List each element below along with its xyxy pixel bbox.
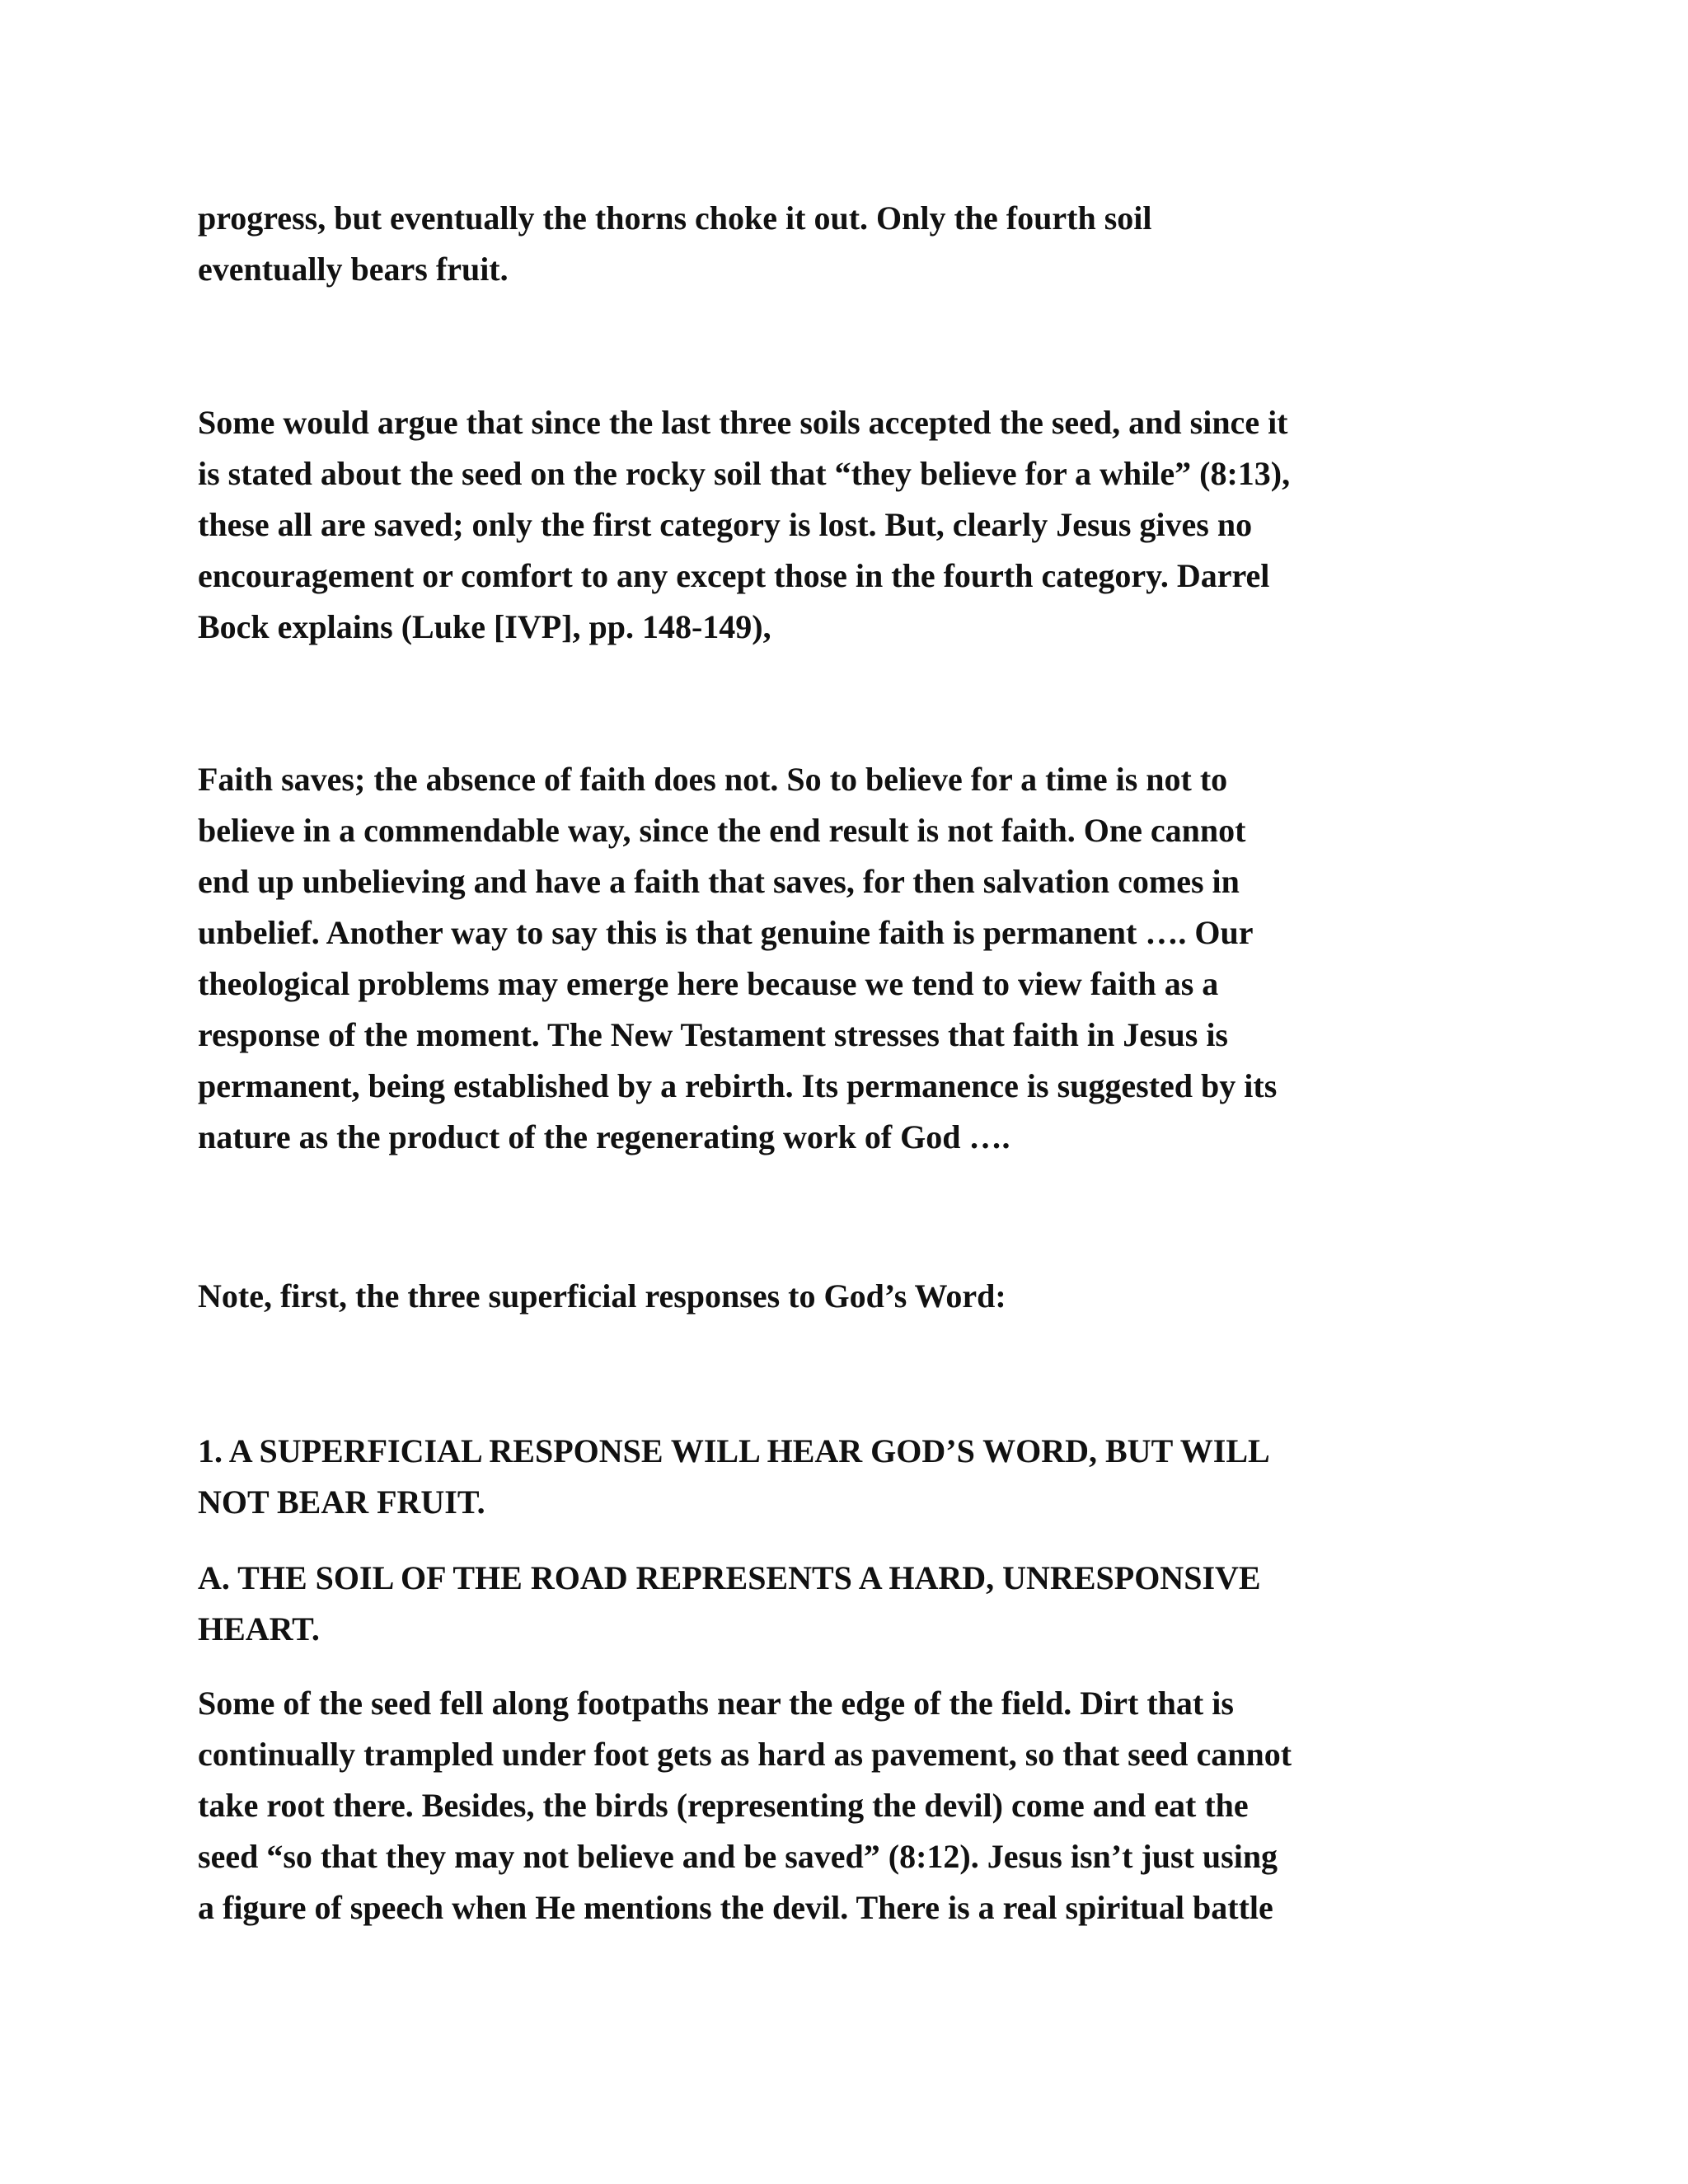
block-quote-bock (198, 754, 1500, 1163)
text-line: 1. A SUPERFICIAL RESPONSE WILL HEAR GOD’S WORD, BUT WILL (198, 1432, 1270, 1469)
text-line: seed “so that they may not believe and be saved” (8:12). Jesus isn’t just using (198, 1838, 1278, 1875)
text-line: is stated about the seed on the rocky soil that “they believe for a while” (8:13), (198, 455, 1291, 492)
text-line: Note, first, the three superficial responses to God’s Word: (198, 1277, 1006, 1315)
text-line: theological problems may emerge here because we tend to view faith as a (198, 965, 1219, 1002)
text-line: Faith saves; the absence of faith does not. So to believe for a time is not to (198, 761, 1228, 798)
text-line: Bock explains (Luke [IVP], pp. 148-149), (198, 608, 771, 645)
text-line: believe in a commendable way, since the end result is not faith. One cannot (198, 812, 1246, 849)
text-line: progress, but eventually the thorns choke it out. Only the fourth soil (198, 199, 1152, 237)
text-line: Some of the seed fell along footpaths near the edge of the field. Dirt that is (198, 1685, 1234, 1722)
text-line: Some would argue that since the last three soils accepted the seed, and since it (198, 404, 1288, 441)
text-line: A. THE SOIL OF THE ROAD REPRESENTS A HARD, UNRESPONSIVE (198, 1559, 1261, 1596)
text-line: take root there. Besides, the birds (representing the devil) come and eat the (198, 1787, 1249, 1824)
text-line: HEART. (198, 1610, 320, 1647)
text-line: encouragement or comfort to any except those in the fourth category. Darrel (198, 557, 1270, 594)
text-line: nature as the product of the regenerating work of God …. (198, 1118, 1010, 1155)
paragraph-continuation (198, 193, 1500, 295)
text-line: continually trampled under foot gets as hard as pavement, so that seed cannot (198, 1736, 1292, 1773)
text-line: unbelief. Another way to say this is that genuine faith is permanent …. Our (198, 914, 1254, 951)
paragraph-seed-footpaths (198, 1678, 1500, 1933)
heading-point-1 (198, 1426, 1500, 1528)
paragraph-note-first (198, 1271, 1500, 1322)
text-line: these all are saved; only the first category is lost. But, clearly Jesus gives no (198, 506, 1253, 543)
text-line: eventually bears fruit. (198, 251, 509, 288)
text-line: end up unbelieving and have a faith that saves, for then salvation comes in (198, 863, 1240, 900)
heading-point-a (198, 1553, 1500, 1655)
paragraph-some-would-argue (198, 397, 1500, 653)
text-line: permanent, being established by a rebirth. Its permanence is suggested by its (198, 1067, 1278, 1104)
text-line: NOT BEAR FRUIT. (198, 1483, 485, 1521)
text-line: response of the moment. The New Testament stresses that faith in Jesus is (198, 1016, 1228, 1053)
text-line: a figure of speech when He mentions the devil. There is a real spiritual battle (198, 1889, 1273, 1926)
